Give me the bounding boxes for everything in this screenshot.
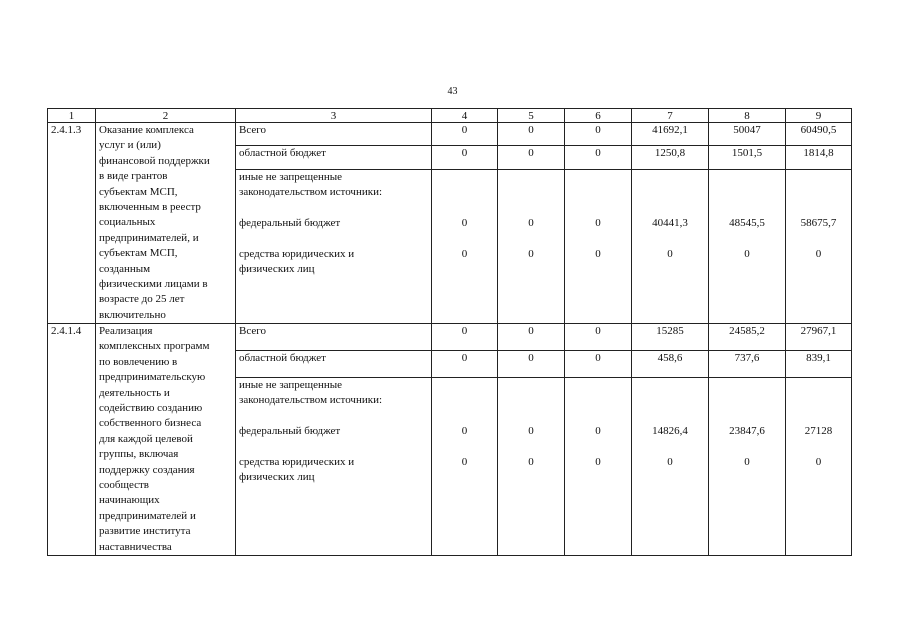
federal-value: 0 — [595, 424, 601, 437]
source-other-cell — [236, 377, 432, 555]
federal-value: 27128 — [804, 424, 833, 437]
other-sources-values — [565, 377, 632, 555]
spacer — [239, 409, 428, 424]
spacer — [789, 409, 848, 424]
activity-name-line: в виде грантов — [99, 170, 168, 183]
spacer — [789, 185, 848, 200]
legal-value: 0 — [815, 455, 822, 468]
activity-name-line: физическими лицами в — [99, 277, 208, 290]
federal-value: 0 — [461, 216, 468, 229]
table-row — [48, 324, 852, 351]
spacer — [435, 170, 494, 185]
total-value: 24585,2 — [709, 324, 786, 351]
total-value: 15285 — [632, 324, 709, 351]
source-legal-label: средства юридических и — [239, 247, 355, 260]
other-sources-values — [432, 377, 498, 555]
spacer — [712, 200, 782, 215]
spacer — [435, 378, 494, 393]
activity-name-line: предпринимательскую — [99, 371, 206, 384]
spacer — [712, 409, 782, 424]
federal-value: 40441,3 — [652, 216, 688, 229]
regional-value: 0 — [565, 146, 632, 169]
activity-name-line: деятельность и — [99, 386, 170, 399]
source-legal-label: физических лиц — [239, 262, 315, 275]
spacer — [435, 185, 494, 200]
activity-name-line: поддержку создания — [99, 463, 195, 476]
legal-value: 0 — [595, 455, 601, 468]
legal-value: 0 — [815, 247, 822, 260]
spacer — [501, 185, 561, 200]
activity-name-line: финансовой поддержки — [99, 154, 210, 167]
activity-name-line: субъектам МСП, — [99, 185, 178, 198]
regional-value: 0 — [565, 350, 632, 377]
spacer — [789, 378, 848, 393]
other-sources-values — [709, 377, 786, 555]
column-header: 8 — [709, 109, 786, 123]
spacer — [435, 200, 494, 215]
spacer — [635, 439, 705, 454]
activity-name-line: наставничества — [99, 540, 172, 553]
regional-value: 1250,8 — [632, 146, 709, 169]
other-sources-values — [498, 377, 565, 555]
legal-value: 0 — [744, 455, 750, 468]
column-header: 6 — [565, 109, 632, 123]
activity-name-line: созданным — [99, 262, 151, 275]
other-sources-label: законодательством источники: — [239, 394, 383, 407]
activity-name-line: начинающих — [99, 494, 160, 507]
legal-value: 0 — [667, 455, 673, 468]
regional-value: 1814,8 — [786, 146, 852, 169]
spacer — [239, 439, 428, 454]
total-value: 27967,1 — [786, 324, 852, 351]
spacer — [239, 200, 428, 215]
column-header: 3 — [236, 109, 432, 123]
spacer — [712, 378, 782, 393]
spacer — [501, 439, 561, 454]
regional-value: 1501,5 — [709, 146, 786, 169]
other-sources-values — [632, 169, 709, 323]
activity-name-line: развитие института — [99, 525, 191, 538]
source-other-cell — [236, 169, 432, 323]
other-sources-values — [498, 169, 565, 323]
spacer — [435, 439, 494, 454]
spacer — [239, 231, 428, 246]
source-total-label: Всего — [236, 123, 432, 146]
source-legal-label: физических лиц — [239, 471, 315, 484]
spacer — [568, 409, 628, 424]
spacer — [501, 409, 561, 424]
spacer — [712, 439, 782, 454]
total-value: 50047 — [709, 123, 786, 146]
spacer — [435, 393, 494, 408]
regional-value: 0 — [498, 146, 565, 169]
activity-name-line: Реализация — [99, 325, 153, 338]
other-sources-values — [709, 169, 786, 323]
source-regional-label: областной бюджет — [236, 350, 432, 377]
legal-value: 0 — [461, 247, 468, 260]
total-value: 0 — [498, 324, 565, 351]
activity-name-line: сообществ — [99, 478, 149, 491]
activity-name-line: группы, включая — [99, 448, 179, 461]
column-header: 4 — [432, 109, 498, 123]
spacer — [568, 393, 628, 408]
funding-table — [47, 108, 852, 556]
activity-code: 2.4.1.3 — [48, 123, 96, 324]
spacer — [568, 439, 628, 454]
column-header-row — [48, 109, 852, 123]
column-header: 7 — [632, 109, 709, 123]
regional-value: 0 — [498, 350, 565, 377]
activity-name-line: включительно — [99, 308, 166, 321]
spacer — [635, 170, 705, 185]
column-header: 2 — [96, 109, 236, 123]
activity-name-line: собственного бизнеса — [99, 417, 202, 430]
spacer — [789, 439, 848, 454]
other-sources-label: иные не запрещенные — [239, 378, 343, 391]
legal-value: 0 — [744, 247, 750, 260]
legal-value: 0 — [528, 247, 534, 260]
spacer — [635, 200, 705, 215]
activity-code: 2.4.1.4 — [48, 324, 96, 556]
spacer — [789, 393, 848, 408]
page-number: 43 — [447, 86, 458, 97]
spacer — [568, 231, 628, 246]
other-sources-label: иные не запрещенные — [239, 170, 343, 183]
total-value: 0 — [565, 324, 632, 351]
activity-name-line: для каждой целевой — [99, 432, 193, 445]
total-value: 41692,1 — [632, 123, 709, 146]
other-sources-values — [432, 169, 498, 323]
spacer — [712, 231, 782, 246]
activity-name-line: содействию созданию — [99, 402, 203, 415]
spacer — [435, 409, 494, 424]
regional-value: 0 — [432, 146, 498, 169]
activity-name-line: предпринимателей, и — [99, 231, 199, 244]
federal-value: 48545,5 — [729, 216, 765, 229]
spacer — [712, 170, 782, 185]
federal-value: 0 — [528, 216, 534, 229]
activity-name-line: по вовлечению в — [99, 355, 178, 368]
column-header: 9 — [786, 109, 852, 123]
spacer — [712, 185, 782, 200]
federal-value: 0 — [528, 424, 534, 437]
spacer — [501, 393, 561, 408]
activity-name-line: предпринимателей и — [99, 509, 196, 522]
regional-value: 458,6 — [632, 350, 709, 377]
spacer — [501, 231, 561, 246]
spacer — [635, 185, 705, 200]
spacer — [501, 200, 561, 215]
spacer — [568, 185, 628, 200]
spacer — [635, 378, 705, 393]
federal-value: 23847,6 — [729, 424, 765, 437]
activity-name-line: Оказание комплекса — [99, 124, 194, 136]
spacer — [635, 409, 705, 424]
regional-value: 0 — [432, 350, 498, 377]
spacer — [501, 170, 561, 185]
federal-value: 14826,4 — [652, 424, 688, 437]
total-value: 0 — [432, 324, 498, 351]
spacer — [501, 378, 561, 393]
legal-value: 0 — [461, 455, 468, 468]
legal-value: 0 — [667, 247, 673, 260]
total-value: 0 — [565, 123, 632, 146]
activity-name-line: социальных — [99, 216, 156, 229]
legal-value: 0 — [528, 455, 534, 468]
other-sources-label: законодательством источники: — [239, 185, 383, 198]
activity-name-line: возрасте до 25 лет — [99, 293, 185, 306]
total-value: 60490,5 — [786, 123, 852, 146]
spacer — [568, 200, 628, 215]
federal-value: 0 — [595, 216, 601, 229]
total-value: 0 — [432, 123, 498, 146]
federal-value: 58675,7 — [800, 216, 837, 229]
spacer — [789, 231, 848, 246]
regional-value: 737,6 — [709, 350, 786, 377]
total-value: 0 — [498, 123, 565, 146]
other-sources-values — [786, 169, 852, 323]
other-sources-values — [632, 377, 709, 555]
other-sources-values — [786, 377, 852, 555]
activity-name — [96, 123, 236, 324]
source-federal-label: федеральный бюджет — [239, 216, 341, 229]
regional-value: 839,1 — [786, 350, 852, 377]
spacer — [712, 393, 782, 408]
spacer — [568, 378, 628, 393]
activity-name-line: включенным в реестр — [99, 200, 201, 213]
source-total-label: Всего — [236, 324, 432, 351]
activity-name-line: субъектам МСП, — [99, 247, 178, 260]
activity-name-line: комплексных программ — [99, 340, 210, 353]
activity-name-line: услуг и (или) — [99, 139, 161, 152]
spacer — [635, 231, 705, 246]
federal-value: 0 — [461, 424, 468, 437]
spacer — [635, 393, 705, 408]
spacer — [789, 200, 848, 215]
spacer — [568, 170, 628, 185]
table-row — [48, 123, 852, 146]
activity-name — [96, 324, 236, 556]
column-header: 1 — [48, 109, 96, 123]
other-sources-values — [565, 169, 632, 323]
spacer — [789, 170, 848, 185]
source-regional-label: областной бюджет — [236, 146, 432, 169]
spacer — [435, 231, 494, 246]
source-legal-label: средства юридических и — [239, 455, 355, 468]
legal-value: 0 — [595, 247, 601, 260]
source-federal-label: федеральный бюджет — [239, 424, 341, 437]
column-header: 5 — [498, 109, 565, 123]
